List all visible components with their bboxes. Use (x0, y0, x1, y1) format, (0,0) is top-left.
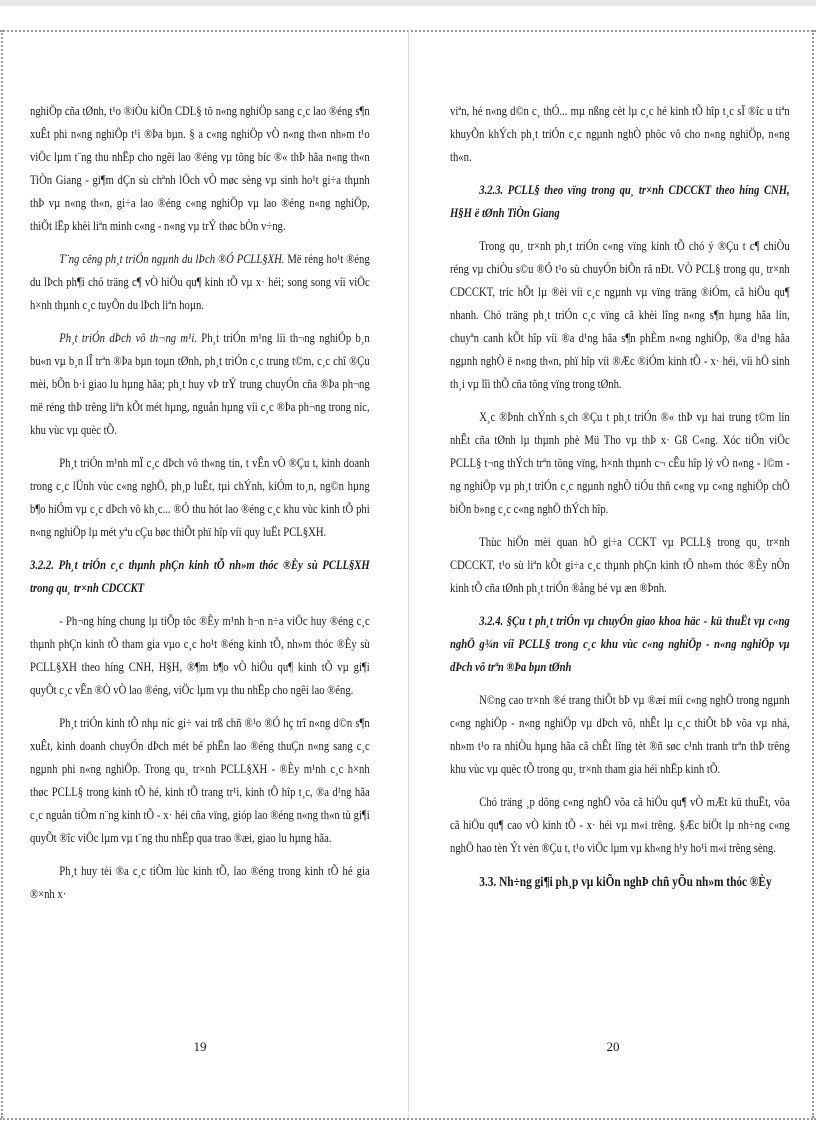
section-heading: 3.2.3. PCLL§ theo vïng trong qu¸ tr×nh CDCCKT theo híng CNH, H§H ë tØnh TiÒn Giang (450, 183, 790, 220)
paragraph-text: Ph¸t triÓn m¹ng líi th¬ng nghiÖp b¸n bu«n vµ b¸n lÎ trªn ®Þa bµn toµn tØnh, ph¸t triÓn c¸c trung t©m, c¸c chî ®Çu mèi, bÕn b·i giao lu hµng hãa; ph¸t huy vÞ trÝ trung chuyÓn cña ®Þa ph¬ng më réng thÞ trêng liªn kÕt mét hµng, nguån hµng víi c¸c ®Þa ph¬ng trong níc, khu vùc vµ quèc tÕ. (30, 331, 370, 437)
page-number: 19 (193, 1039, 207, 1054)
right-page (450, 100, 790, 1060)
paragraph: Ph¸t huy tèi ®a c¸c tiÒm lùc kinh tÕ, lao ®éng trong kinh tÕ hé gia ®×nh x· (30, 864, 370, 901)
bottom-dotted-border (0, 1118, 816, 1120)
page-number: 20 (606, 1039, 620, 1054)
paragraph (30, 248, 370, 317)
left-page (30, 100, 370, 1060)
paragraph: N©ng cao tr×nh ®é trang thiÕt bÞ vµ ®æi míi c«ng nghÖ trong ngµnh c«ng nghiÖp - n«ng nghiÖp vµ dÞch vô, nhÊt lµ c¸c thiÕt bÞ võa vµ nhá, nh»m t¹o ra nhiÒu hµng hãa cã chÊt lîng tèt ®ñ søc c¹nh tranh trªn thÞ trêng khu vùc vµ quèc tÕ trong qu¸ tr×nh tham gia héi nhËp kinh tÕ. (450, 693, 790, 776)
paragraph: X¸c ®Þnh chÝnh s¸ch ®Çu t ph¸t triÓn ®« thÞ vµ hai trung t©m lín nhÊt cña tØnh lµ thµnh phè Mü Tho vµ thÞ x· Gß C«ng. Xóc tiÕn viÖc PCLL§ t¬ng thÝch trªn tõng vïng, h×nh thµnh c¬ cÊu hîp lý vÒ n«ng - l©m - ng nghiÖp vµ ph¸t triÓn c¸c ngµnh nghÒ tiÓu thñ c«ng vµ c«ng nghiÖp chÕ biÕn b»ng c¸c c«ng nghÖ thÝch hîp. (450, 410, 790, 516)
paragraph-text: Më réng ho¹t ®éng du lÞch ph¶i chó träng c¶ vÒ hiÖu qu¶ kinh tÕ vµ x· héi; song song víi viÖc h×nh thµnh c¸c tuyÕn du lÞch liªn hoµn. (30, 252, 370, 312)
section-heading: 3.2.2. Ph¸t triÓn c¸c thµnh phÇn kinh tÕ nh»m thóc ®Èy sù PCLL§XH trong qu¸ tr×nh CDCCKT (30, 558, 370, 595)
page-gutter (408, 30, 409, 1118)
paragraph: - Ph¬ng híng chung lµ tiÕp tôc ®Èy m¹nh h¬n n÷a viÖc huy ®éng c¸c thµnh phÇn kinh tÕ tham gia vµo c¸c ho¹t ®éng kinh tÕ, nh»m thóc ®Èy sù PCLL§XH theo híng CNH, H§H, ®¶m b¶o vÒ hiÖu qu¶ kinh tÕ vµ gi¶i quyÕt c¸c vÊn ®Ò vÒ lao ®éng, viÖc lµm vµ thu nhËp cho ngêi lao ®éng. (30, 614, 370, 697)
paragraph: Ph¸t triÓn m¹nh mÏ c¸c dÞch vô th«ng tin, t vÊn vÒ ®Çu t, kinh doanh trong c¸c lÜnh vùc c«ng nghÖ, ph¸p luËt, tµi chÝnh, kiÓm to¸n, ng©n hµng b¶o hiÓm vµ c¸c dÞch vô kh¸c... ®Ó thu hót lao ®éng c¸c khu vùc kinh tÕ phi n«ng nghiÖp lµ mét yªu cÇu bøc thiÕt phï hîp víi quy luËt PCL§XH. (30, 456, 370, 539)
right-dotted-border (812, 30, 814, 1118)
paragraph: Thùc hiÖn mèi quan hÖ gi÷a CCKT vµ PCLL§ trong qu¸ tr×nh CDCCKT, t¹o sù liªn kÕt gi÷a c¸c thµnh phÇn kinh tÕ nh»m thóc ®Èy nÒn kinh tÕ cña tØnh ph¸t triÓn ®ång bé vµ æn ®Þnh. (450, 535, 790, 595)
section-heading: 3.3. Nh÷ng gi¶i ph¸p vµ kiÕn nghÞ chñ yÕu nh»m thóc ®Èy (479, 874, 772, 889)
paragraph: viªn, hé n«ng d©n c¸ thÓ... mµ nßng cèt lµ c¸c hé kinh tÕ hîp t¸c sÏ ®îc u tiªn khuyÕn khÝch ph¸t triÓn c¸c ngµnh nghÒ phôc vô cho n«ng nghiÖp, n«ng th«n. (450, 104, 790, 164)
paragraph: nghiÖp cña tØnh, t¹o ®iÒu kiÖn CDL§ tõ n«ng nghiÖp sang c¸c lao ®éng s¶n xuÊt phi n«ng nghiÖp t¹i ®Þa bµn. § a c«ng nghiÖp vÒ n«ng th«n nh»m t¹o viÖc lµm t¨ng thu nhËp cho ngêi lao ®éng vµ tõng bíc ®« thÞ hãa n«ng th«n TiÒn Giang - gi¶m dÇn sù chªnh lÖch vÒ møc sèng vµ sinh ho¹t gi÷a thµnh thÞ vµ n«ng th«n, gi÷a lao ®éng c«ng nghiÖp vµ lao ®éng n«ng nghiÖp, thiÕt lËp khèi liªn minh c«ng - n«ng vµ trÝ thøc bÒn v÷ng. (30, 104, 370, 233)
left-dotted-border (1, 30, 3, 1118)
scan-top-edge (0, 0, 816, 6)
run-in-heading: Ph¸t triÓn dÞch vô th¬ng m¹i. (59, 331, 197, 345)
run-in-heading: T¨ng cêng ph¸t triÓn ngµnh du lÞch ®Ó PCLL§XH. (59, 252, 285, 266)
paragraph: Ph¸t triÓn kinh tÕ nhµ níc gi÷ vai trß chñ ®¹o ®Ó hç trî n«ng d©n s¶n xuÊt, kinh doanh chuyÓn dÞch mét bé phËn lao ®éng thuÇn n«ng sang c¸c ngµnh phi n«ng nghiÖp. Trong qu¸ tr×nh PCLL§XH - ®Èy m¹nh c¸c h×nh thøc PCLL§ trong kinh tÕ hé, kinh tÕ trang tr¹i, kinh tÕ hîp t¸c, ®a d¹ng hãa c¸c nguån tiÒm n¨ng kinh tÕ - x· héi cña vïng, gióp lao ®éng n«ng th«n tù gi¶i quyÕt ®îc viÖc lµm vµ t¨ng thu nhËp qua trao ®æi, giao lu hµng hãa. (30, 716, 370, 845)
section-heading: 3.2.4. §Çu t ph¸t triÓn vµ chuyÓn giao khoa häc - kü thuËt vµ c«ng nghÖ g¾n víi PCLL§ trong c¸c khu vùc c«ng nghiÖp - n«ng nghiÖp vµ dÞch vô trªn ®Þa bµn tØnh (450, 614, 790, 674)
paragraph (30, 327, 370, 442)
paragraph: Chó träng ¸p dông c«ng nghÖ võa cã hiÖu qu¶ vÒ mÆt kü thuËt, võa cã hiÖu qu¶ cao vÒ kinh tÕ - x· héi vµ m«i trêng. §Æc biÖt lµ nh÷ng c«ng nghÖ hao tèn Ýt vèn ®Çu t, t¹o viÖc lµm vµ kh«ng h¹y ho¹i m«i trêng sèng. (450, 795, 790, 855)
paragraph: Trong qu¸ tr×nh ph¸t triÓn c«ng vïng kinh tÕ chó ý ®Çu t c¶ chiÒu réng vµ chiÒu s©u ®Ó t¹o sù chuyÓn biÕn râ nÐt. VÒ PCL§ trong qu¸ tr×nh CDCCKT, tríc hÕt lµ ®èi víi c¸c ngµnh vµ vïng träng ®iÓm, cã hiÖu qu¶ nhanh. Chó träng ph¸t triÓn c¸c vïng cã khèi lîng n«ng s¶n hµng hãa lín, chuyªn canh kÕt hîp víi ®a d¹ng hãa s¶n phÈm n«ng nghiÖp, ®a d¹ng hãa ngµnh nghÒ ë n«ng th«n, phï hîp víi ®Æc ®iÓm kinh tÕ - x· héi, víi hÖ sinh th¸i vµ lîi thÕ cña tõng vïng trong tØnh. (450, 239, 790, 391)
